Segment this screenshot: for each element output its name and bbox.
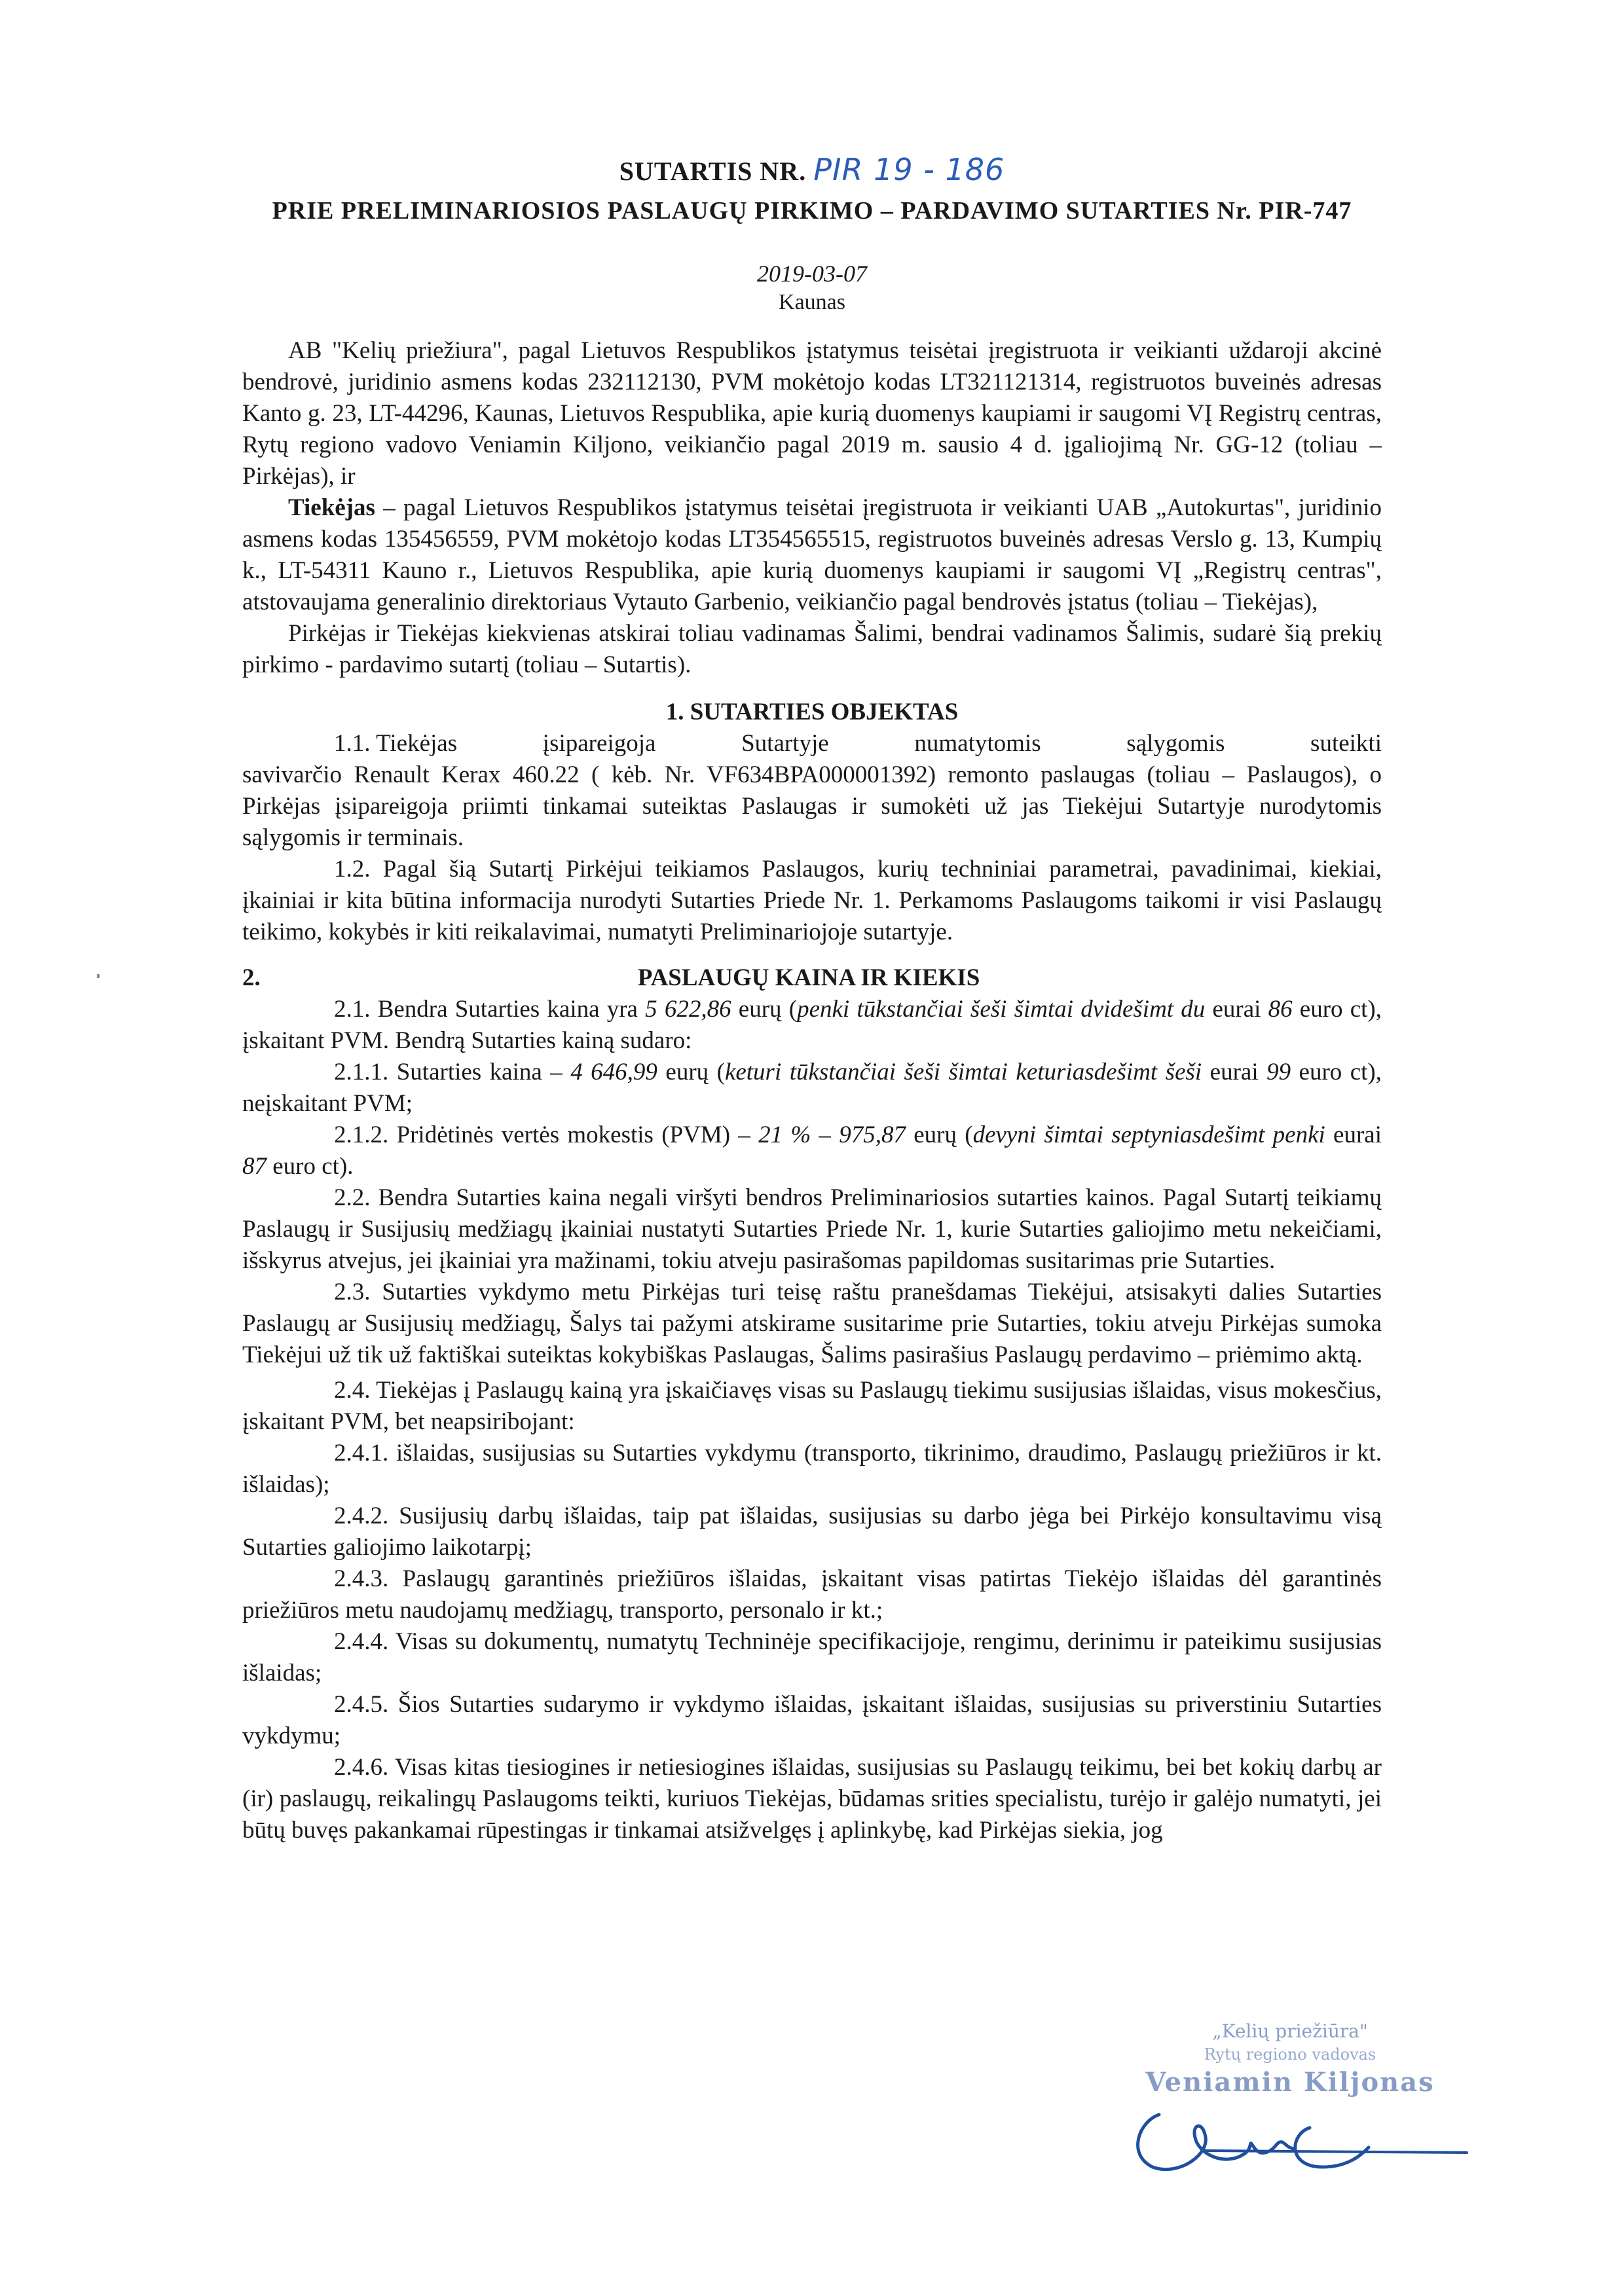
contract-title-prefix: SUTARTIS NR. (619, 156, 807, 186)
intro-supplier (242, 492, 1382, 618)
clause-1-1-rest: savivarčio Renault Kerax 460.22 ( kėb. Nr. VF634BPA000001392) remonto paslaugas (toliau – Paslaugos), o Pirkėjas įsipareigoja priimti tinkamai suteiktas Paslaugas ir sumokėti už jas Tiekėjui Sutartyje nurodytomis sąlygomis ir terminais. (242, 761, 1382, 851)
clause-text: eurų ( (657, 1059, 725, 1085)
net-amount: 4 646,99 (570, 1059, 657, 1085)
clause-text: 2.1.2. Pridėtinės vertės mokestis (PVM) – (334, 1121, 759, 1148)
clause-1-1-word: Sutartyje (741, 730, 829, 757)
contract-date: 2019-03-07 (757, 261, 867, 287)
clause-2-4-3: 2.4.3. Paslaugų garantinės priežiūros išlaidas, įskaitant visas patirtas Tiekėjo išlaidas dėl garantinės priežiūros metu naudojamų medžiagų, transporto, personalo ir kt.; (242, 1565, 1382, 1624)
clause-2-1-2 (242, 1120, 1382, 1182)
net-cents: 99 (1266, 1059, 1291, 1085)
intro-buyer: AB "Kelių priežiura", pagal Lietuvos Respublikos įstatymus teisėtai įregistruota ir veikianti uždaroji akcinė bendrovė, juridinio asmens kodas 232112130, PVM mokėtojo kodas LT321121314, registruotos buveinės adresas Kanto g. 23, LT-44296, Kaunas, Lietuvos Respublika, apie kurią duomenys kaupiami ir saugomi VĮ Registrų centras, Rytų regiono vadovo Veniamin Kiljono, veikiančio pagal 2019 m. sausio 4 d. įgaliojimą Nr. GG-12 (toliau – Pirkėjas), ir (242, 337, 1382, 490)
clause-2-2: 2.2. Bendra Sutarties kaina negali viršyti bendros Preliminariosios sutarties kainos. Pagal Sutartį teikiamų Paslaugų ir Susijusių medžiagų įkainiai nustatyti Sutarties Priede Nr. 1, kurie Sutarties galiojimo metu nekeičiami, išskyrus atvejus, jei įkainiai yra mažinami, tokiu atveju pasirašomas papildomas susitarimas prie Sutarties. (242, 1184, 1382, 1274)
stamp-position: Rytų regiono vadovas (1204, 2045, 1376, 2064)
total-amount: 5 622,86 (645, 996, 731, 1023)
clause-text: eurai (1325, 1121, 1382, 1148)
intro-parties: Pirkėjas ir Tiekėjas kiekvienas atskirai toliau vadinamas Šalimi, bendrai vadinamos Šalimis, sudarė šią prekių pirkimo - pardavimo sutartį (toliau – Sutartis). (242, 620, 1382, 678)
supplier-label: Tiekėjas (288, 494, 375, 521)
contract-city: Kaunas (779, 290, 845, 314)
clause-1-1-word: sąlygomis (1126, 730, 1225, 757)
clause-2-4-1: 2.4.1. išlaidas, susijusias su Sutarties vykdymu (transporto, tikrinimo, draudimo, Paslaugų priežiūros ir kt. išlaidas); (242, 1440, 1382, 1498)
clause-2-4-4: 2.4.4. Visas su dokumentų, numatytų Techninėje specifikacijoje, rengimu, derinimu ir pateikimu susijusias išlaidas; (242, 1628, 1382, 1686)
clause-text: eurai (1202, 1059, 1267, 1085)
clause-1-1-word: 1.1. Tiekėjas (334, 730, 458, 757)
clause-1-1-word: suteikti (1310, 730, 1382, 757)
contract-number-handwritten: PIR 19 - 186 (813, 152, 1005, 187)
clause-2-4-6: 2.4.6. Visas kitas tiesiogines ir netiesiogines išlaidas, susijusias su Paslaugų teikimu, bei bet kokių darbų ar (ir) paslaugų, reikalingų Paslaugoms teikti, kuriuos Tiekėjas, būdamas srities specialistu, turėjo ir galėjo numatyti, jei būtų buvęs pakankamai rūpestingas ir tinkamai atsižvelgęs į aplinkybę, kad Pirkėjas siekia, jog (242, 1754, 1382, 1844)
clause-text: euro ct). (267, 1153, 354, 1180)
clause-1-1-word: įsipareigoja (542, 730, 656, 757)
clause-text: 2.1.1. Sutarties kaina – (334, 1059, 571, 1085)
section-2-heading (242, 962, 1382, 994)
vat-cents: 87 (242, 1153, 267, 1180)
total-amount-words: penki tūkstančiai šeši šimtai dvidešimt du (797, 996, 1206, 1023)
clause-2-4-2: 2.4.2. Susijusių darbų išlaidas, taip pat išlaidas, susijusias su darbo jėga bei Pirkėjo konsultavimu visą Sutarties galiojimo laikotarpį; (242, 1503, 1382, 1561)
clause-text: eurų ( (905, 1121, 973, 1148)
clause-1-1-first-line (242, 728, 1382, 759)
vat-amount: 21 % – 975,87 (758, 1121, 906, 1148)
contract-subtitle: PRIE PRELIMINARIOSIOS PASLAUGŲ PIRKIMO – PARDAVIMO SUTARTIES Nr. PIR-747 (272, 197, 1352, 225)
scan-mark (97, 974, 100, 978)
clause-1-1-word: numatytomis (914, 730, 1041, 757)
clause-text: eurų ( (731, 996, 798, 1023)
clause-2-4: 2.4. Tiekėjas į Paslaugų kainą yra įskaičiavęs visas su Paslaugų tiekimu susijusias išlaidas, visus mokesčius, įskaitant PVM, bet neapsiribojant: (242, 1377, 1382, 1435)
total-cents: 86 (1268, 996, 1293, 1023)
net-amount-words: keturi tūkstančiai šeši šimtai keturiasdešimt šeši (724, 1059, 1202, 1085)
clause-text: euro ct), neįskaitant PVM; (242, 1059, 1382, 1117)
document-body (242, 147, 1382, 1846)
clause-1-2: 1.2. Pagal šią Sutartį Pirkėjui teikiamos Paslaugos, kurių techniniai parametrai, pavadinimai, kiekiai, įkainiai ir kita būtina informacija nurodyti Sutarties Priede Nr. 1. Perkamoms Paslaugoms taikomi ir visi Paslaugų teikimo, kokybės ir kiti reikalavimai, numatyti Preliminariojoje sutartyje. (242, 856, 1382, 945)
stamp-company: „Kelių priežiūra" (1212, 2020, 1368, 2042)
section-2-number: 2. (242, 964, 261, 991)
clause-2-1 (242, 994, 1382, 1057)
supplier-text: – pagal Lietuvos Respublikos įstatymus teisėtai įregistruota ir veikianti UAB „Autokurtas", juridinio asmens kodas 135456559, PVM mokėtojo kodas LT354565515, registruotos buveinės adresas Verslo g. 13, Kumpių k., LT-54311 Kauno r., Lietuvos Respublika, apie kurią duomenys kaupiami ir saugomi VĮ „Registrų centras", atstovaujama generalinio direktoriaus Vytauto Garbenio, veikiančio pagal bendrovės įstatus (toliau – Tiekėjas), (242, 494, 1382, 615)
clause-text: euro ct), įskaitant PVM. Bendrą Sutarties kainą sudaro: (242, 996, 1382, 1054)
handwritten-signature (1113, 2075, 1480, 2180)
section-2-title: PASLAUGŲ KAINA IR KIEKIS (637, 964, 980, 991)
stamp-name: Veniamin Kiljonas (1145, 2067, 1435, 2098)
contract-title (242, 154, 1382, 187)
clause-2-1-1 (242, 1057, 1382, 1120)
clause-text: 2.1. Bendra Sutarties kaina yra (334, 996, 646, 1023)
clause-2-4-5: 2.4.5. Šios Sutarties sudarymo ir vykdymo išlaidas, įskaitant išlaidas, susijusias su priverstiniu Sutarties vykdymu; (242, 1691, 1382, 1749)
section-1-title: 1. SUTARTIES OBJEKTAS (665, 699, 959, 725)
clause-text: eurai (1205, 996, 1268, 1023)
vat-amount-words: devyni šimtai septyniasdešimt penki (972, 1121, 1325, 1148)
clause-2-3: 2.3. Sutarties vykdymo metu Pirkėjas turi teisę raštu pranešdamas Tiekėjui, atsisakyti dalies Sutarties Paslaugų ar Susijusių medžiagų, Šalys tai pažymi atskirame susitarime prie Sutarties, tokiu atveju Pirkėjas sumoka Tiekėjui už tik už faktiškai suteiktas kokybiškas Paslaugas, Šalims pasirašius Paslaugų perdavimo – priėmimo aktą. (242, 1279, 1382, 1368)
